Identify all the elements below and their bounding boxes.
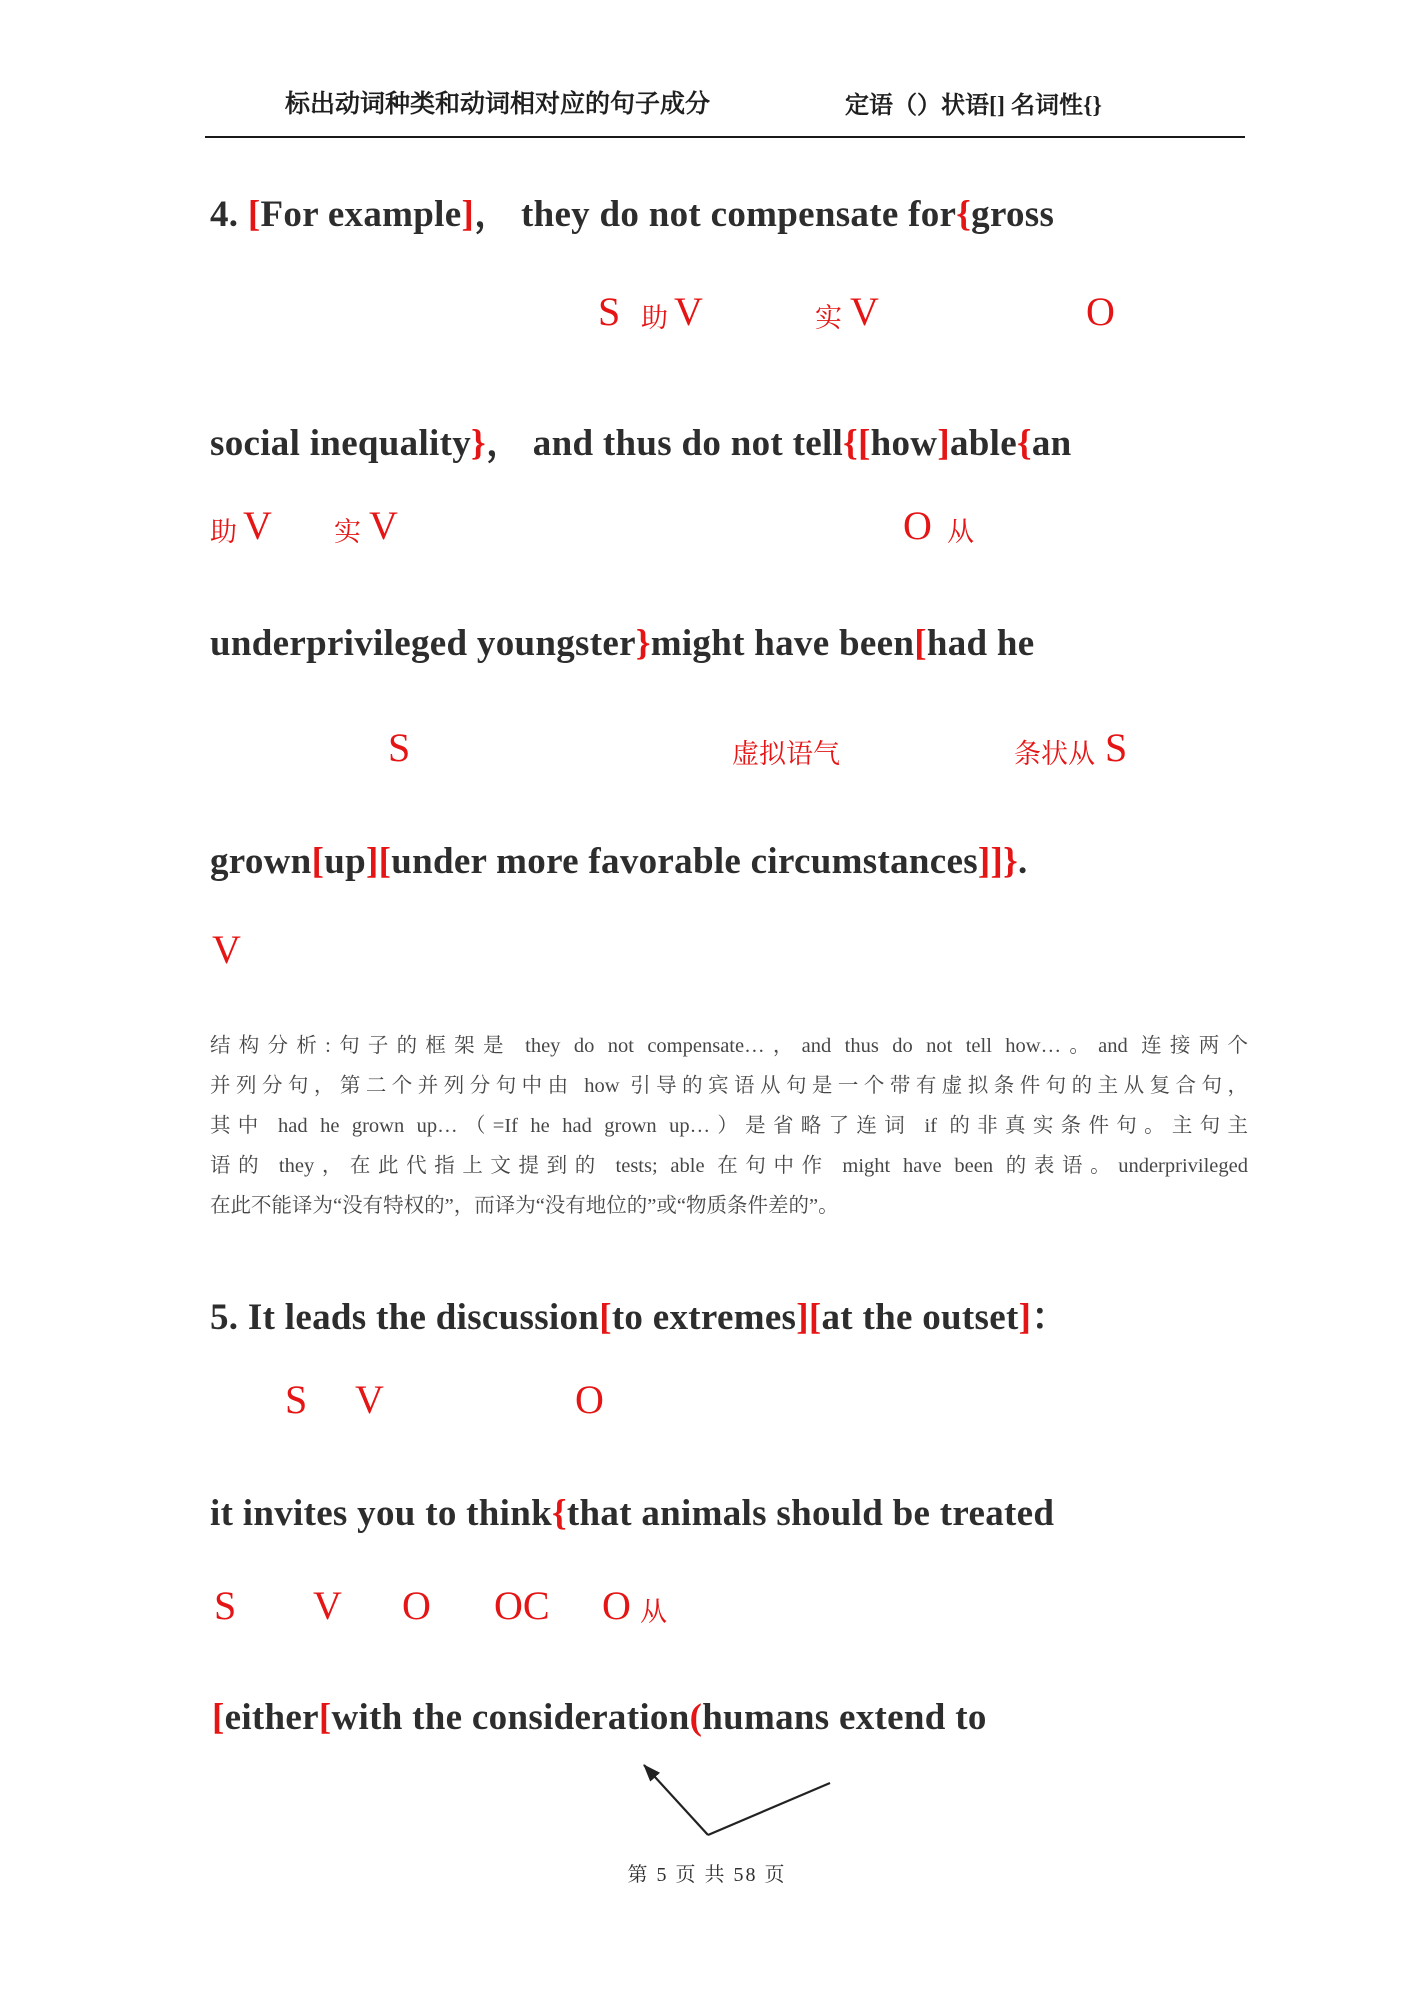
sentence-5-line-1: 5. It leads the discussion[to extremes][at the outset]：: [210, 1297, 1069, 1338]
grammar-label-subject: S: [285, 1377, 308, 1422]
grammar-label-aux: 助: [641, 303, 668, 333]
sentence-4-line-4: grown[up][under more favorable circumstances]]}.: [210, 841, 1028, 882]
grammar-label-verb: V: [355, 1377, 384, 1422]
analysis-line: 结构分析:句子的框架是 they do not compensate…，and thus do not tell how…。and 连接两个: [210, 1035, 1248, 1057]
sentence-4-line-1: 4. [For example]， they do not compensate for{gross: [210, 194, 1055, 235]
sentence-4-line-2: social inequality}， and thus do not tell{[how]able{an: [210, 423, 1072, 464]
sentence-4-line-3: underprivileged youngster}might have been[had he: [210, 623, 1035, 664]
analysis-paragraph: [210, 1026, 1248, 1226]
grammar-label-object: O: [903, 503, 932, 548]
analysis-line: 语的 they，在此代指上文提到的 tests; able 在句中作 might have been 的表语。underprivileged: [210, 1155, 1248, 1177]
grammar-label-subject: S: [388, 725, 411, 770]
header-legend: 定语（）状语[] 名词性{}: [845, 93, 1102, 119]
grammar-label-verb: V: [850, 289, 879, 334]
grammar-label-subject: S: [598, 289, 621, 334]
grammar-label-subject: S: [214, 1583, 237, 1628]
grammar-label-main: 实: [815, 303, 842, 333]
analysis-line: 并列分句，第二个并列分句中由 how 引导的宾语从句是一个带有虚拟条件句的主从复合句，: [210, 1075, 1248, 1097]
grammar-label-object: O: [602, 1583, 631, 1628]
grammar-label-clause: 从: [640, 1597, 667, 1627]
grammar-label-clause: 从: [947, 517, 974, 547]
grammar-label-main: 实: [334, 517, 361, 547]
grammar-label-object: O: [575, 1377, 604, 1422]
analysis-line: 其中 had he grown up…（=If he had grown up…）是省略了连词 if 的非真实条件句。主句主: [210, 1115, 1248, 1137]
header-title: 标出动词种类和动词相对应的句子成分: [285, 91, 711, 118]
grammar-label-cond-clause: 条状从: [1014, 739, 1095, 769]
annotation-arrow: [598, 1750, 848, 1845]
grammar-label-object: O: [1086, 289, 1115, 334]
grammar-label-verb: V: [674, 289, 703, 334]
grammar-label-verb: V: [369, 503, 398, 548]
page-number: 第 5 页 共 58 页: [627, 1864, 787, 1886]
grammar-label-aux: 助: [210, 517, 237, 547]
grammar-label-verb: V: [243, 503, 272, 548]
grammar-label-subjunctive: 虚拟语气: [732, 739, 840, 769]
grammar-label-verb: V: [212, 927, 241, 972]
sentence-5-line-3: [either[with the consideration(humans extend to: [212, 1697, 987, 1738]
grammar-label-verb: V: [313, 1583, 342, 1628]
header-underline: [205, 136, 1245, 138]
sentence-5-line-2: it invites you to think{that animals should be treated: [210, 1493, 1055, 1534]
grammar-label-obj-complement: OC: [494, 1583, 550, 1628]
grammar-label-object: O: [402, 1583, 431, 1628]
analysis-line: 在此不能译为“没有特权的”，而译为“没有地位的”或“物质条件差的”。: [210, 1195, 839, 1217]
grammar-label-subject: S: [1105, 725, 1128, 770]
